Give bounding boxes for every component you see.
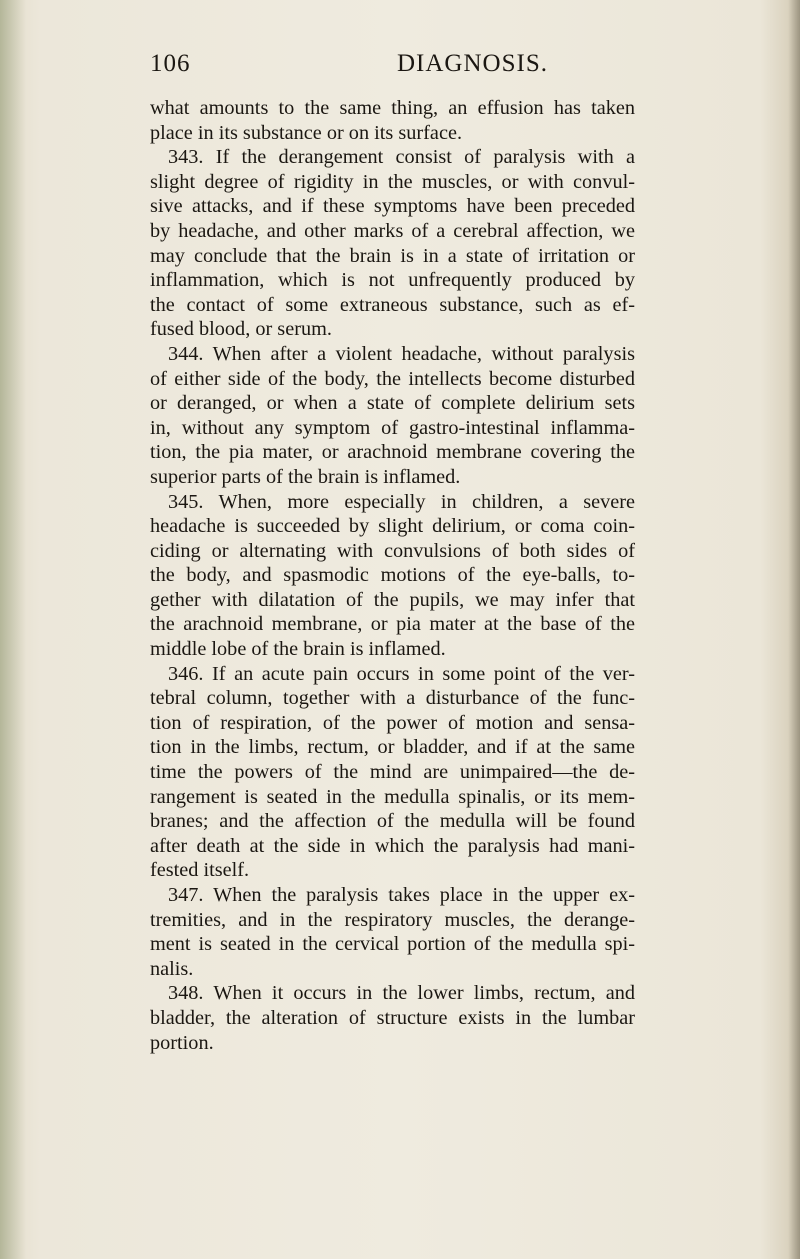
- text-line: 348. When it occurs in the lower limbs, rectum, and: [168, 982, 635, 1005]
- text-line: portion.: [150, 1031, 214, 1054]
- text-line: superior parts of the brain is inflamed.: [150, 465, 461, 488]
- text-line: place in its substance or on its surface.: [150, 121, 463, 144]
- text-line: headache is succeeded by slight delirium, or coma coin-: [150, 515, 635, 538]
- text-line: gether with dilatation of the pupils, we may infer that: [150, 588, 635, 611]
- text-line: time the powers of the mind are unimpaired—the de-: [150, 761, 635, 784]
- text-line: tebral column, together with a disturbance of the func-: [150, 687, 635, 710]
- text-line: tion in the limbs, rectum, or bladder, and if at the same: [150, 736, 635, 759]
- page-gutter-shadow: [0, 0, 26, 1259]
- text-line: nalis.: [150, 957, 194, 980]
- text-line: fused blood, or serum.: [150, 318, 332, 341]
- text-line: in, without any symptom of gastro-intestinal inflamma-: [150, 416, 635, 439]
- page-number: 106: [150, 50, 191, 77]
- text-line: ment is seated in the cervical portion of the medulla spi-: [150, 933, 635, 956]
- text-line: slight degree of rigidity in the muscles, or with convul-: [150, 170, 635, 193]
- page-edge-shadow: [788, 0, 800, 1259]
- text-line: middle lobe of the brain is inflamed.: [150, 638, 446, 661]
- text-line: or deranged, or when a state of complete delirium sets: [150, 392, 635, 415]
- text-line: 346. If an acute pain occurs in some point of the ver-: [168, 662, 635, 685]
- text-line: 344. When after a violent headache, without paralysis: [168, 342, 635, 365]
- text-line: 343. If the derangement consist of paralysis with a: [168, 146, 635, 169]
- text-line: after death at the side in which the paralysis had mani-: [150, 834, 635, 857]
- text-line: inflammation, which is not unfrequently produced by: [150, 269, 635, 292]
- page-header: [150, 50, 630, 86]
- text-line: 347. When the paralysis takes place in the upper ex-: [168, 884, 635, 906]
- text-line: the arachnoid membrane, or pia mater at the base of the: [150, 613, 635, 636]
- text-line: branes; and the affection of the medulla will be found: [150, 810, 635, 833]
- text-line: what amounts to the same thing, an effusion has taken: [150, 97, 635, 119]
- text-line: tremities, and in the respiratory muscles, the derange-: [150, 908, 635, 931]
- text-line: of either side of the body, the intellects become disturbed: [150, 367, 635, 390]
- text-line: bladder, the alteration of structure exists in the lumbar: [150, 1006, 635, 1029]
- text-line: sive attacks, and if these symptoms have been preceded: [150, 195, 635, 218]
- text-line: may conclude that the brain is in a state of irritation or: [150, 244, 635, 267]
- text-line: the contact of some extraneous substance, such as ef-: [150, 293, 635, 316]
- text-line: tion, the pia mater, or arachnoid membrane covering the: [150, 441, 635, 464]
- text-line: ciding or alternating with convulsions of both sides of: [150, 539, 635, 562]
- body-text: [150, 96, 635, 1055]
- text-line: tion of respiration, of the power of motion and sensa-: [150, 711, 635, 734]
- text-line: by headache, and other marks of a cerebral affection, we: [150, 219, 635, 242]
- text-line: the body, and spasmodic motions of the eye-balls, to-: [150, 564, 635, 587]
- text-line: rangement is seated in the medulla spinalis, or its mem-: [150, 785, 635, 808]
- text-line: 345. When, more especially in children, a severe: [168, 490, 635, 513]
- text-line: fested itself.: [150, 859, 250, 882]
- running-head: DIAGNOSIS.: [397, 50, 548, 77]
